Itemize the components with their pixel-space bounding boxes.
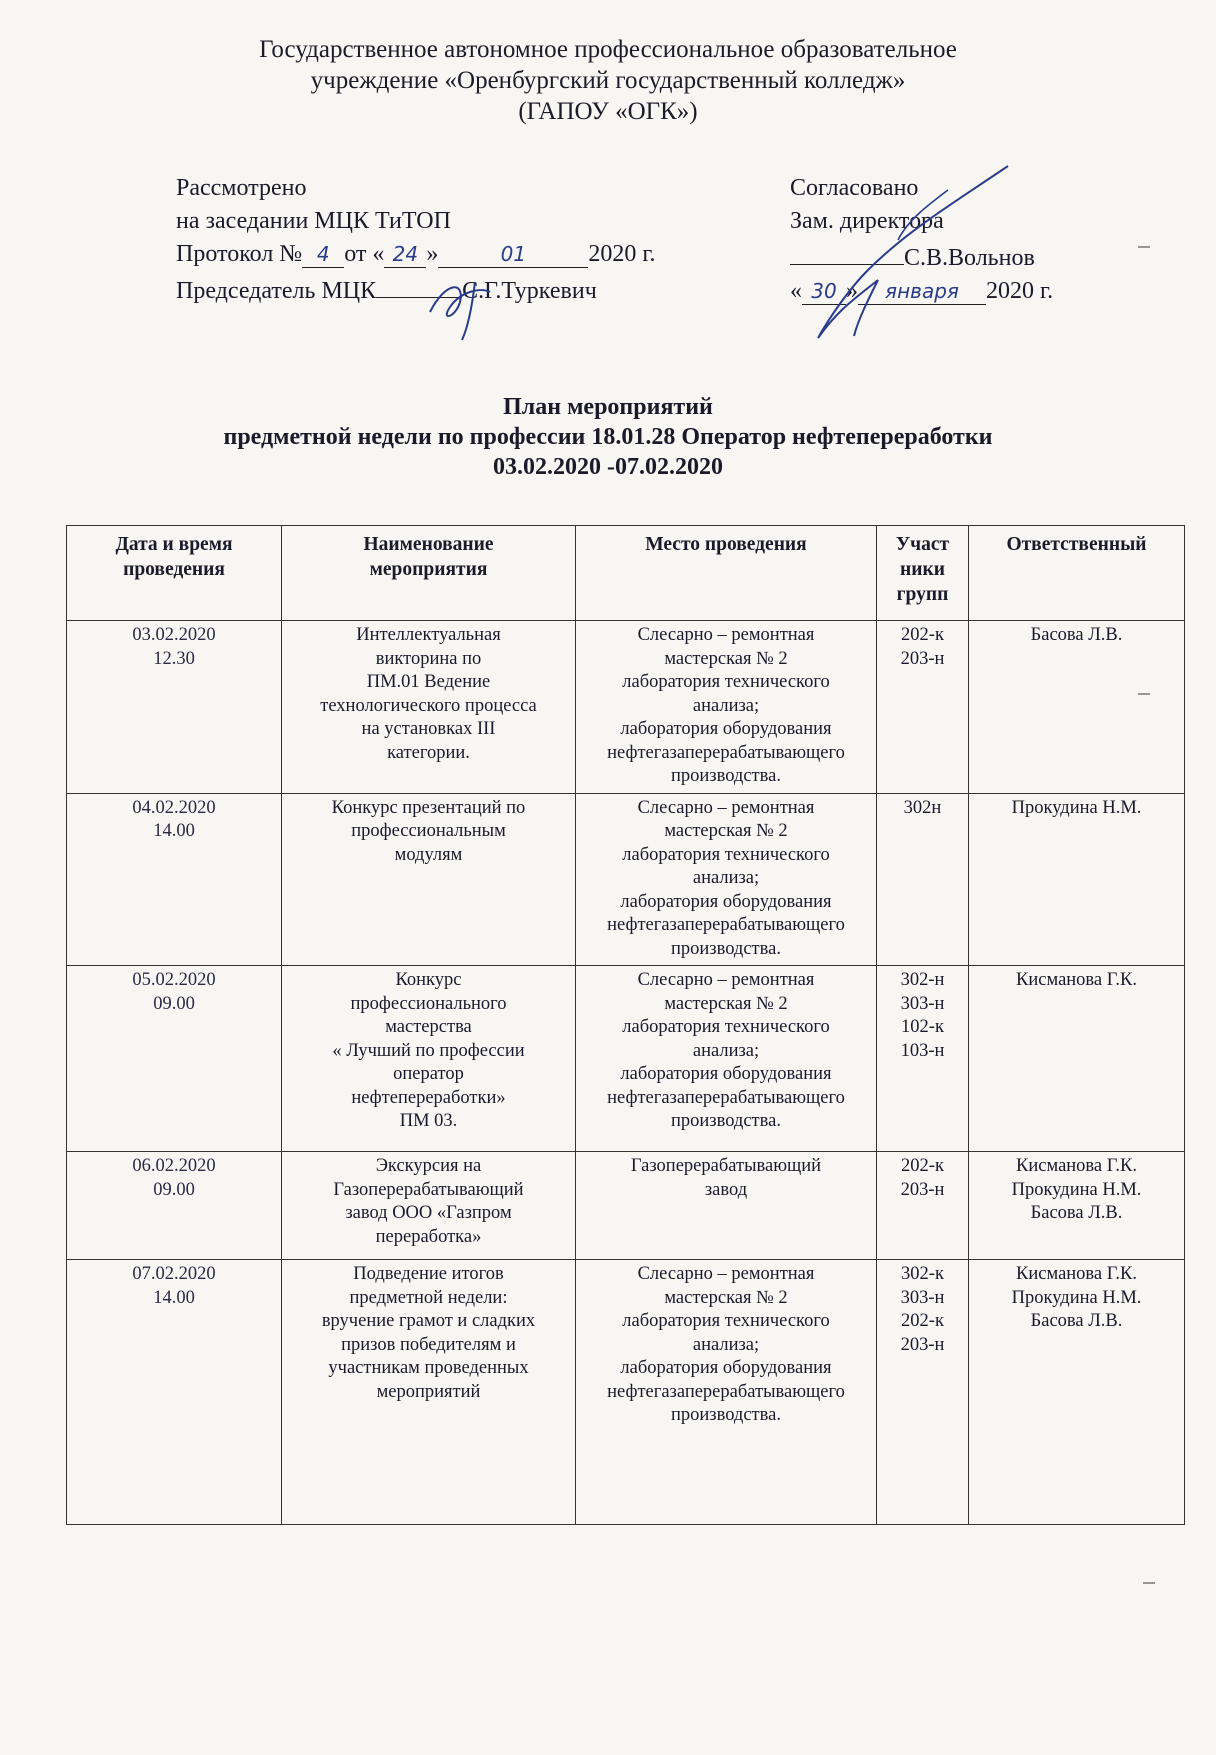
chair-line: Председатель МЦК С.Г.Туркевич: [176, 271, 656, 308]
org-line-2: учреждение «Оренбургский государственный колледж»: [310, 67, 906, 94]
approved-label: Согласовано: [790, 175, 919, 201]
protocol-line: Протокол № 4 от « 24 » 01 2020 г.: [176, 241, 656, 267]
cell-name: Конкурс профессионального мастерства « Лучший по профессии оператор нефтепереработки» ПМ 03.: [282, 966, 576, 1152]
plan-title-line-1: План мероприятий: [503, 394, 713, 420]
cell-responsible: Прокудина Н.М.: [969, 793, 1185, 966]
header-name: Наименование мероприятия: [282, 526, 576, 621]
approval-date-line: « 30 » января 2020 г.: [790, 278, 1054, 304]
table-row: [67, 1260, 1185, 1525]
approval-day-handwritten: 30: [811, 279, 837, 303]
director-signature-icon: [758, 160, 1018, 345]
header-date: Дата и время проведения: [67, 526, 282, 621]
scan-speck: [1138, 246, 1150, 248]
cell-responsible: Кисманова Г.К. Прокудина Н.М. Басова Л.В.: [969, 1152, 1185, 1260]
cell-date: 04.02.2020 14.00: [67, 793, 282, 966]
table-row: [67, 1152, 1185, 1260]
cell-groups: 302-к 303-н 202-к 203-н: [877, 1260, 969, 1525]
cell-date: 06.02.2020 09.00: [67, 1152, 282, 1260]
chair-signature-icon: [420, 262, 530, 342]
cell-responsible: Кисманова Г.К. Прокудина Н.М. Басова Л.В.: [969, 1260, 1185, 1525]
cell-groups: 302н: [877, 793, 969, 966]
header-groups: Участ ники групп: [877, 526, 969, 621]
cell-place: Газоперерабатывающий завод: [576, 1152, 877, 1260]
signer-name: С.В.Вольнов: [904, 245, 1035, 271]
cell-place: Слесарно – ремонтная мастерская № 2 лаборатория технического анализа; лаборатория оборудования нефтегазаперерабатывающего производства.: [576, 621, 877, 794]
approved-position: Зам. директора: [790, 208, 944, 234]
cell-place: Слесарно – ремонтная мастерская № 2 лаборатория технического анализа; лаборатория оборудования нефтегазаперерабатывающего производства.: [576, 793, 877, 966]
header-place: Место проведения: [576, 526, 877, 621]
cell-name: Подведение итогов предметной недели: вручение грамот и сладких призов победителям и участникам проведенных мероприятий: [282, 1260, 576, 1525]
cell-date: 03.02.2020 12.30: [67, 621, 282, 794]
reviewed-block: [176, 172, 656, 308]
org-line-1: Государственное автономное профессиональное образовательное: [259, 36, 957, 63]
cell-groups: 302-н 303-н 102-к 103-н: [877, 966, 969, 1152]
cell-name: Конкурс презентаций по профессиональным модулям: [282, 793, 576, 966]
cell-date: 07.02.2020 14.00: [67, 1260, 282, 1525]
cell-date: 05.02.2020 09.00: [67, 966, 282, 1152]
cell-place: Слесарно – ремонтная мастерская № 2 лаборатория технического анализа; лаборатория оборудования нефтегазаперерабатывающего производства.: [576, 1260, 877, 1525]
table-row: [67, 966, 1185, 1152]
approval-month-handwritten: января: [885, 279, 959, 303]
cell-name: Интеллектуальная викторина по ПМ.01 Ведение технологического процесса на установках III категории.: [282, 621, 576, 794]
protocol-month-handwritten: 01: [500, 242, 527, 266]
reviewed-label: Рассмотрено: [176, 175, 307, 201]
cell-groups: 202-к 203-н: [877, 1152, 969, 1260]
reviewed-meeting: на заседании МЦК ТиТОП: [176, 208, 451, 234]
org-line-3: (ГАПОУ «ОГК»): [518, 98, 698, 125]
cell-groups: 202-к 203-н: [877, 621, 969, 794]
plan-title-line-2: предметной недели по профессии 18.01.28 Оператор нефтепереработки: [223, 424, 993, 450]
document-header: [0, 34, 1216, 127]
events-table: [66, 525, 1185, 1525]
chair-name: С.Г.Туркевич: [462, 278, 597, 304]
plan-title-line-3: 03.02.2020 -07.02.2020: [493, 454, 723, 480]
plan-title: [0, 392, 1216, 482]
cell-place: Слесарно – ремонтная мастерская № 2 лаборатория технического анализа; лаборатория оборудования нефтегазаперерабатывающего производства.: [576, 966, 877, 1152]
cell-name: Экскурсия на Газоперерабатывающий завод ООО «Газпром переработка»: [282, 1152, 576, 1260]
table-header-row: [67, 526, 1185, 621]
table-row: [67, 793, 1185, 966]
protocol-number-handwritten: 4: [316, 242, 330, 266]
scan-speck: [1138, 693, 1150, 695]
cell-responsible: Кисманова Г.К.: [969, 966, 1185, 1152]
cell-responsible: Басова Л.В.: [969, 621, 1185, 794]
protocol-day-handwritten: 24: [392, 242, 419, 266]
table-row: [67, 621, 1185, 794]
header-responsible: Ответственный: [969, 526, 1185, 621]
scan-speck: [1143, 1582, 1155, 1584]
